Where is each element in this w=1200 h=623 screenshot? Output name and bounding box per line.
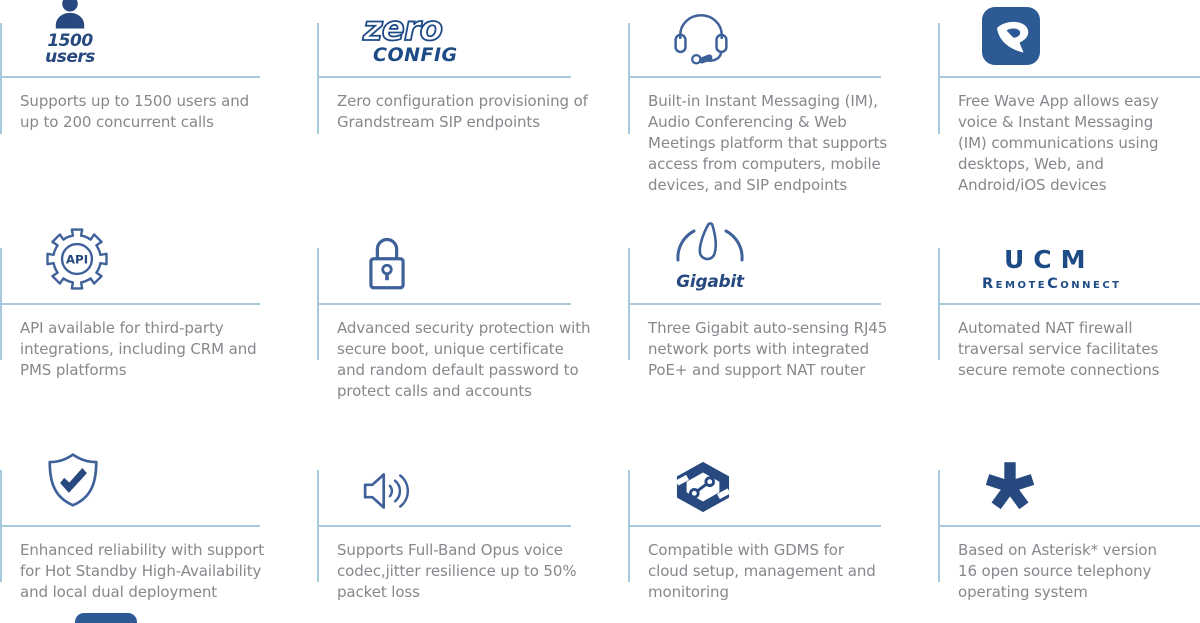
- speedometer-icon: [672, 220, 748, 292]
- left-border-line: [317, 23, 319, 134]
- icon-area: [628, 427, 938, 525]
- feature-text: Enhanced reliability with support for Hot Standby High-Availability and local dual deployment: [20, 541, 264, 601]
- feature-text: Supports Full-Band Opus voice codec,jitter resilience up to 50% packet loss: [337, 541, 577, 601]
- users-word-label: users: [45, 46, 95, 67]
- icon-area: [0, 210, 317, 303]
- feature-card-security: [317, 210, 628, 427]
- feature-text: Free Wave App allows easy voice & Instant Messaging (IM) communications using desktops, Web, and Android/iOS devices: [958, 92, 1159, 194]
- left-border-line: [938, 23, 940, 134]
- feature-text: Supports up to 1500 users and up to 200 concurrent calls: [20, 92, 250, 131]
- svg-text:zero: zero: [363, 11, 442, 49]
- feature-card-reliability: [0, 427, 317, 623]
- left-border-line: [317, 470, 319, 582]
- feature-card-asterisk: [938, 427, 1200, 623]
- left-border-line: [938, 248, 940, 360]
- wave-app-icon: [982, 7, 1040, 65]
- remoteconnect-wordmark: RemoteConnect: [982, 276, 1122, 292]
- users-1500-icon: [44, 0, 96, 65]
- icon-area: [0, 0, 317, 76]
- left-border-line: [628, 470, 630, 582]
- gauge-glyph: [672, 220, 748, 264]
- icon-area: [628, 0, 938, 76]
- left-border-line: [938, 470, 940, 582]
- zero-config-logo: [361, 11, 473, 65]
- icon-area: [938, 0, 1200, 76]
- feature-text: Compatible with GDMS for cloud setup, management and monitoring: [648, 541, 876, 601]
- shield-check-icon: [44, 452, 102, 514]
- left-border-line: [0, 470, 2, 582]
- cutoff-icon-partial: [75, 613, 137, 623]
- feature-card-zero-config: [317, 0, 628, 210]
- icon-area: [938, 427, 1200, 525]
- asterisk-icon: [982, 456, 1038, 514]
- icon-area: [0, 427, 317, 525]
- feature-card-wave-app: [938, 0, 1200, 210]
- ucm-wordmark: UCM: [1004, 245, 1095, 274]
- feature-card-users: [0, 0, 317, 210]
- left-border-line: [0, 23, 2, 134]
- left-border-line: [628, 248, 630, 360]
- feature-card-remote-connect: [938, 210, 1200, 427]
- icon-area: [938, 210, 1200, 303]
- feature-card-opus: [317, 427, 628, 623]
- left-border-line: [628, 23, 630, 134]
- api-gear-icon: [44, 226, 110, 292]
- icon-area: [317, 427, 628, 525]
- feature-text: Based on Asterisk* version 16 open source telephony operating system: [958, 541, 1157, 601]
- left-border-line: [317, 248, 319, 360]
- feature-card-gdms: [628, 427, 938, 623]
- lock-icon: [361, 232, 413, 292]
- feature-card-im-conferencing: [628, 0, 938, 210]
- headset-icon: [672, 11, 730, 65]
- users-count-label: 1500: [47, 30, 93, 51]
- speaker-icon: [361, 468, 425, 514]
- feature-text: Three Gigabit auto-sensing RJ45 network ports with integrated PoE+ and support NAT router: [648, 319, 888, 379]
- feature-card-api: [0, 210, 317, 427]
- feature-text: Built-in Instant Messaging (IM), Audio Conferencing & Web Meetings platform that supports access from computers, mobile devices, and SIP endpoints: [648, 92, 888, 194]
- icon-area: [317, 210, 628, 303]
- icon-area: [317, 0, 628, 76]
- gigabit-label: Gigabit: [676, 272, 744, 292]
- feature-text: Automated NAT firewall traversal service facilitates secure remote connections: [958, 319, 1160, 379]
- ucm-remoteconnect-logo: [982, 245, 1121, 292]
- left-border-line: [0, 248, 2, 360]
- gdms-icon: [672, 460, 734, 514]
- icon-area: [628, 210, 938, 303]
- person-icon: [48, 0, 92, 29]
- feature-text: Advanced security protection with secure boot, unique certificate and random default password to protect calls and accounts: [337, 319, 591, 400]
- svg-text:API: API: [65, 252, 89, 267]
- feature-text: Zero configuration provisioning of Grandstream SIP endpoints: [337, 92, 588, 131]
- feature-text: API available for third-party integrations, including CRM and PMS platforms: [20, 319, 257, 379]
- feature-card-gigabit: [628, 210, 938, 427]
- svg-text:CONFIG: CONFIG: [373, 44, 458, 65]
